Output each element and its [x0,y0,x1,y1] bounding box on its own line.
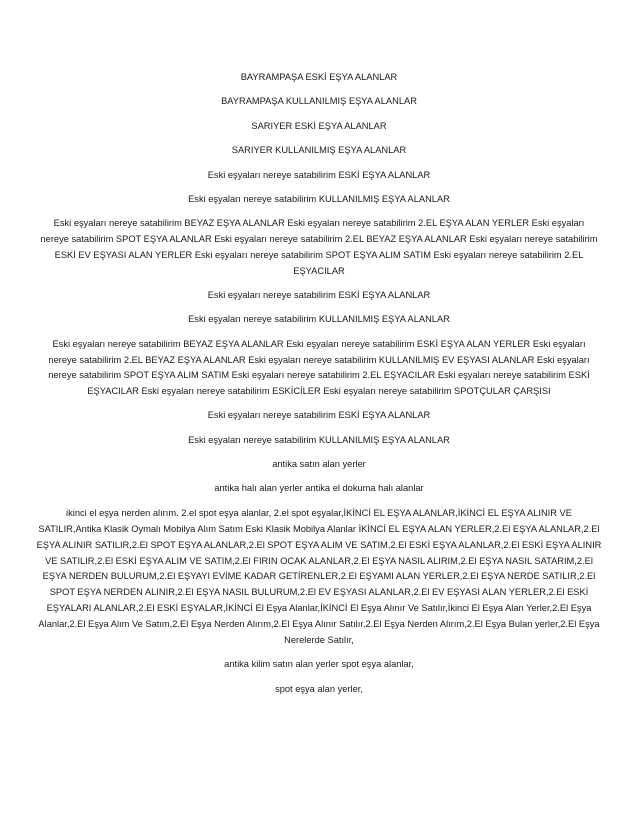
heading-line: BAYRAMPAŞA KULLANILMIŞ EŞYA ALANLAR [221,96,417,107]
text-line: antika kilim satın alan yerler spot eşya alanlar, [224,659,414,670]
heading-line: SARIYER ESKİ EŞYA ALANLAR [251,120,387,131]
text-line: spot eşya alan yerler, [275,683,363,694]
text-line: Eski eşyaları nereye satabilirim KULLANILMIŞ EŞYA ALANLAR [188,314,450,325]
text-paragraph: Eski eşyaları nereye satabilirim BEYAZ EŞYA ALANLAR Eski eşyaları nereye satabilirim 2.EL EŞYA ALAN YERLER Eski eşyaları nereye satabilirim SPOT EŞYA ALANLAR Eski eşyaları nereye satabilirim 2.EL BEYAZ EŞYA ALANLAR Eski eşyaları nereye satabilirim ESKİ EV EŞYASI ALAN YERLER Eski eşyaları nereye satabilirim SPOT EŞYA ALIM SATIM Eski eşyaları nereye satabilirim 2.EL EŞYACILAR [40,218,598,276]
document-body [36,70,602,706]
heading-line: BAYRAMPAŞA ESKİ EŞYA ALANLAR [240,72,398,82]
text-line: Eski eşyaları nereye satabilirim KULLANILMIŞ EŞYA ALANLAR [188,193,450,204]
text-line: antika halı alan yerler antika el dokuma halı alanlar [214,483,424,494]
text-line: antika satın alan yerler [272,459,366,470]
text-line: Eski eşyaları nereye satabilirim ESKİ EŞYA ALANLAR [207,169,431,180]
text-line: Eski eşyaları nereye satabilirim ESKİ EŞYA ALANLAR [207,410,431,421]
text-paragraph: ikinci el eşya nerden alırım. 2.el spot eşya alanlar, 2.el spot eşyalar,İKİNCİ EL EŞYA ALANLAR,İKİNCİ EL EŞYA ALINIR VE SATILIR,Antika Klasik Oymalı Mobilya Alım Satım Eski Klasik Mobilya Alanlar İKİNCİ EL EŞYA ALAN YERLER,2.El EŞYA ALANLAR,2.El EŞYA ALINIR SATILIR,2.El SPOT EŞYA ALANLAR,2.El SPOT EŞYA ALIM VE SATIM,2.El ESKİ EŞYA ALANLAR,2.El ESKİ EŞYA ALINIR VE SATILIR,2.El ESKİ EŞYA ALIM VE SATIM,2.El FIRIN OCAK ALANLAR,2.El EŞYA NASIL ALIRIM,2.El EŞYA NASIL SATARIM,2.El EŞYA NERDEN BULURUM,2.El EŞYAYI EVİME KADAR GETİRENLER,2.El EŞYAMI ALAN YERLER,2.El EŞYA NERDE SATILIR,2.El SPOT EŞYA NERDEN ALINIR,2.El EŞYA NASIL BULURUM,2.El EV EŞYASI ALANLAR,2.El EV EŞYASI ALAN YERLER,2.El ESKİ EŞYALARI ALANLAR,2.El ESKİ EŞYALAR,İKİNCİ El Eşya Alanlar,İKİNCİ El Eşya Alınır Ve Satılır,İkinci El Eşya Alan Yerler,2.El Eşya Alanlar,2.El Eşya Alım Ve Satım,2.El Eşya Nerden Alırım,2.El Eşya Alınır Satılır,2.El Eşya Nerden Alırım,2.El Eşya Bulan yerler,2.El Eşya Nerelerde Satılır, [36,507,602,646]
text-line: Eski eşyaları nereye satabilirim KULLANILMIŞ EŞYA ALANLAR [188,434,450,445]
heading-line: SARIYER KULLANILMIŞ EŞYA ALANLAR [231,145,407,156]
text-line: Eski eşyaları nereye satabilirim ESKİ EŞYA ALANLAR [207,289,431,300]
text-paragraph: Eski eşyaları nereye satabilirim BEYAZ EŞYA ALANLAR Eski eşyaları nereye satabilirim ESKİ EŞYA ALAN YERLER Eski eşyaları nereye satabilirim 2.EL BEYAZ EŞYA ALANLAR Eski eşyaları nereye satabilirim KULLANILMIŞ EV EŞYASI ALANLAR Eski eşyaları nereye satabilirim SPOT EŞYA ALIM SATIM Eski eşyaları nereye satabilirim 2.EL EŞYACILAR Eski eşyaları nereye satabilirim ESKİ EŞYACILAR Eski eşyaları nereye satabilirim ESKİCİLER Eski eşyaları nereye satabilirim SPOTÇULAR ÇARŞISI [48,338,590,397]
